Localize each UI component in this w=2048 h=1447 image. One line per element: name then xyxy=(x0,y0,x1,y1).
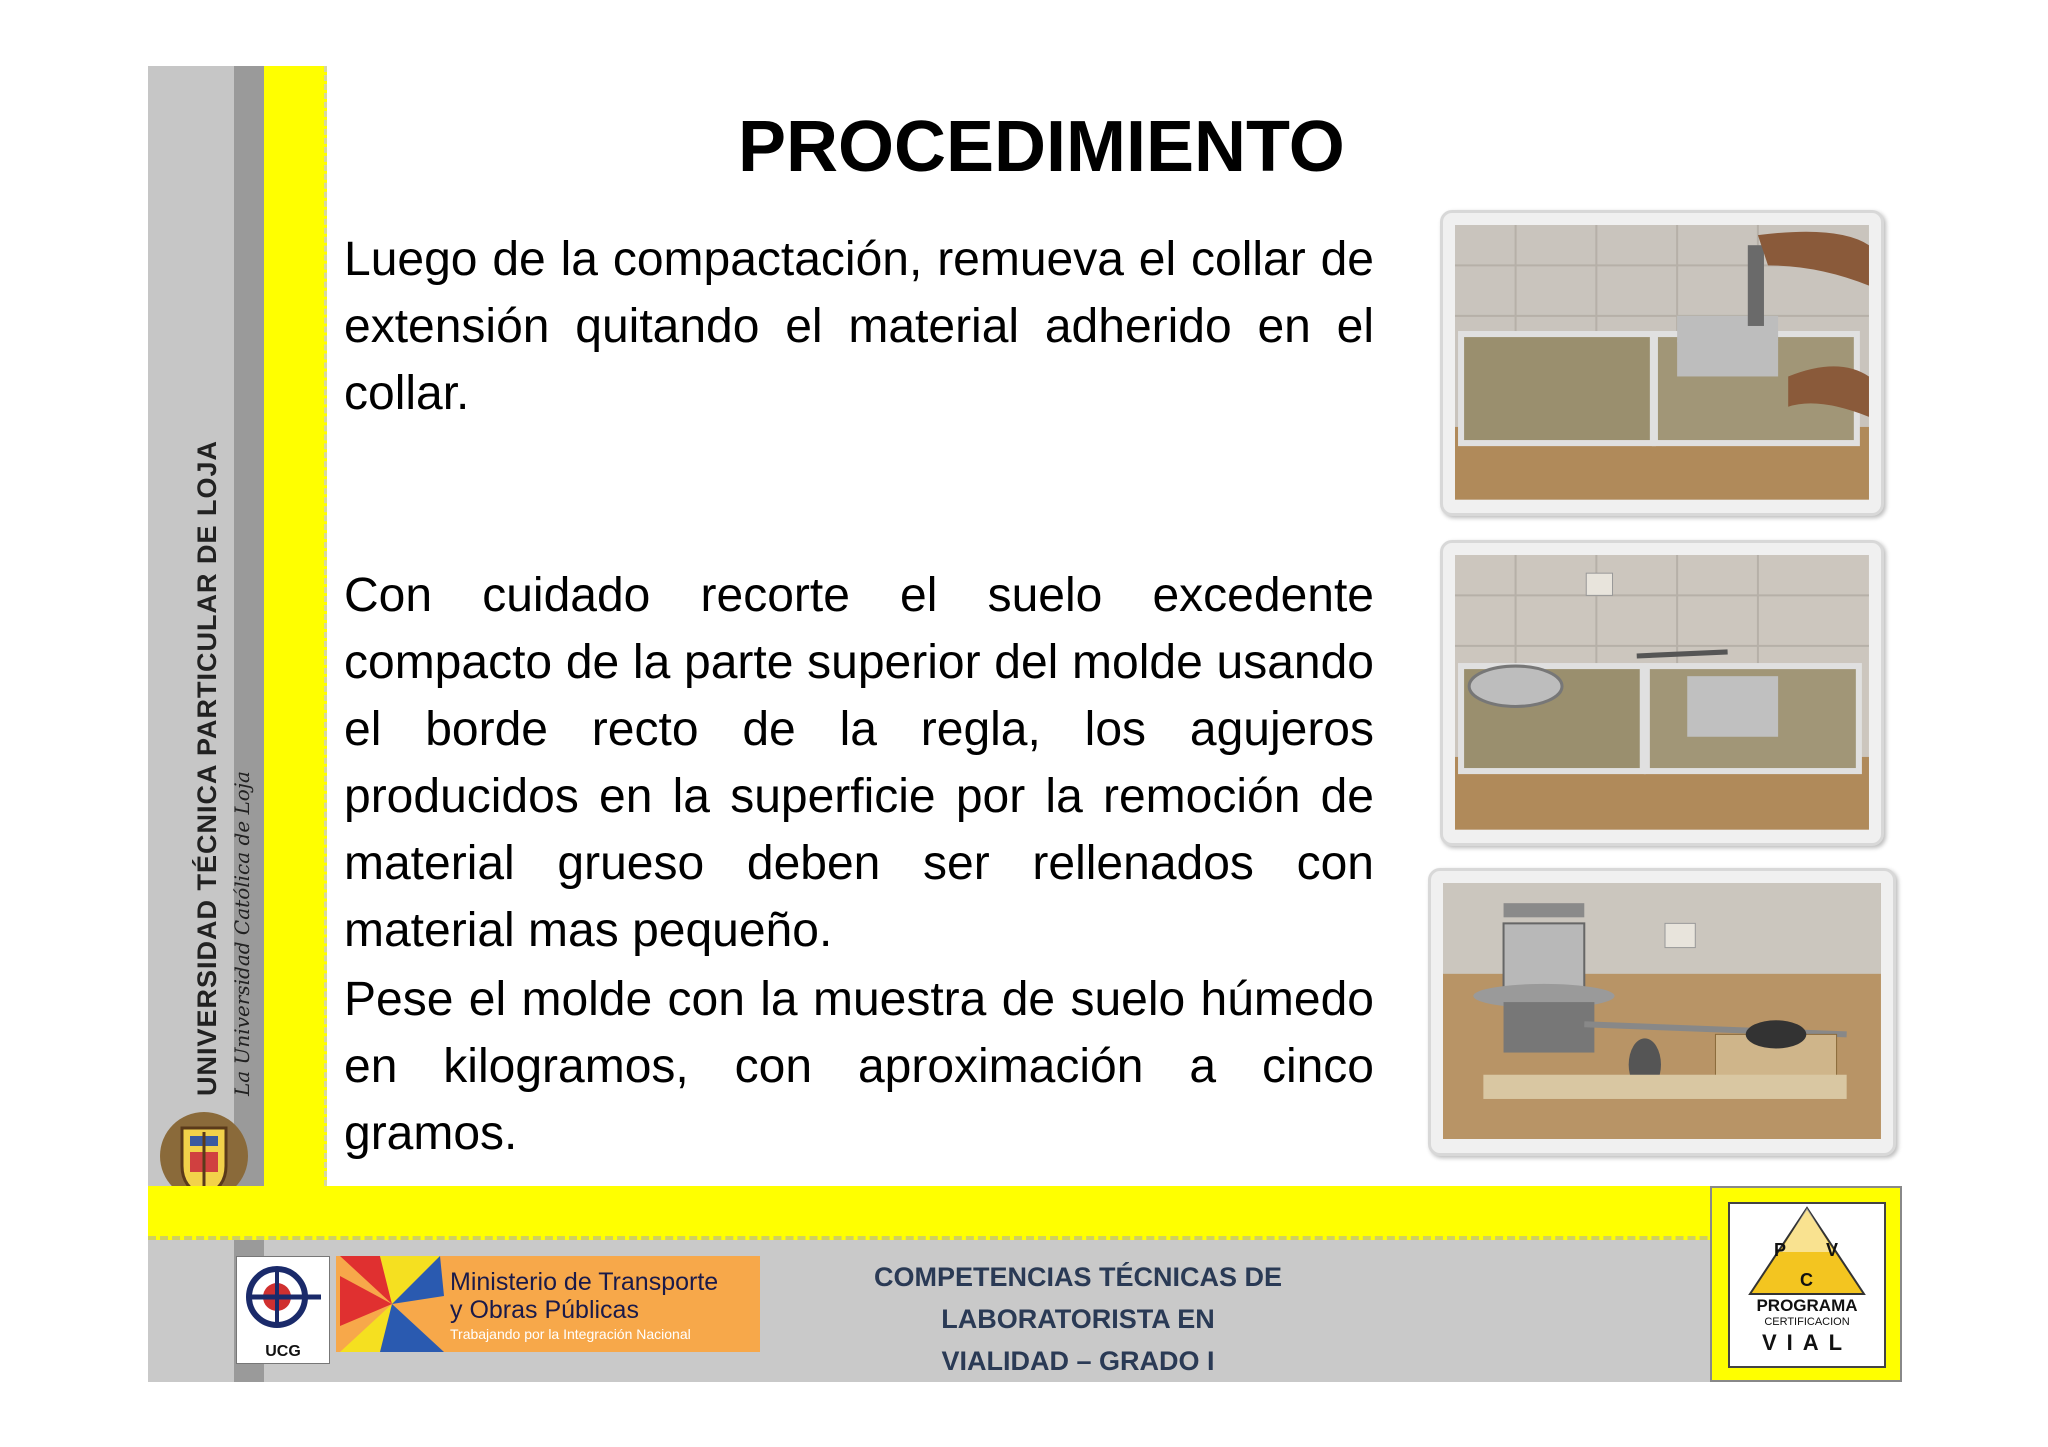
ministry-logo xyxy=(336,1256,760,1352)
program-line-2: CERTIFICACION xyxy=(1764,1316,1850,1328)
slide-title: PROCEDIMIENTO xyxy=(738,107,1345,187)
program-line-3: VIAL xyxy=(1761,1330,1853,1355)
slide xyxy=(148,66,1900,1382)
course-title xyxy=(788,1256,1368,1382)
photo-collar-removal xyxy=(1440,210,1884,516)
course-title-line-2: VIALIDAD – GRADO I xyxy=(941,1346,1215,1376)
paragraph-weigh: Pese el molde con la muestra de suelo húmedo en kilogramos, con aproximación a cinco gramos. xyxy=(344,973,1374,1160)
photo-weighing-scale xyxy=(1428,868,1896,1156)
photo-image xyxy=(1455,225,1869,500)
ucg-emblem-icon xyxy=(237,1257,329,1337)
program-letter-c: C xyxy=(1800,1270,1813,1290)
photo-image xyxy=(1443,883,1881,1139)
photo-image xyxy=(1455,555,1869,830)
paragraph-trim: Con cuidado recorte el suelo excedente compacto de la parte superior del molde usando el borde recto de la regla, los agujeros producidos en la superficie por la remoción de material grueso deben ser rellenados con material mas pequeño. xyxy=(344,569,1374,957)
photo-trim-excess xyxy=(1440,540,1884,846)
sidebar-yellow-stripe xyxy=(264,66,327,1186)
program-logo-inner xyxy=(1728,1202,1886,1368)
ministry-line-1: Ministerio de Transporte xyxy=(450,1268,719,1296)
program-letter-v: V xyxy=(1826,1240,1839,1260)
ucg-label: UCG xyxy=(265,1343,301,1360)
program-line-1: PROGRAMA xyxy=(1756,1296,1858,1315)
ministry-emblem-icon xyxy=(340,1256,444,1352)
university-tagline: La Universidad Católica de Loja xyxy=(230,771,254,1096)
footer-stripe xyxy=(148,1186,1900,1240)
paragraph-collar: Luego de la compactación, remueva el collar de extensión quitando el material adherido en el collar. xyxy=(344,233,1374,420)
program-logo xyxy=(1710,1186,1902,1382)
ucg-logo xyxy=(236,1256,330,1364)
university-name: UNIVERSIDAD TÉCNICA PARTICULAR DE LOJA xyxy=(192,439,222,1096)
ministry-tagline: Trabajando por la Integración Nacional xyxy=(450,1326,691,1342)
program-letter-p: P xyxy=(1774,1240,1787,1260)
ministry-line-2: y Obras Públicas xyxy=(450,1296,639,1324)
course-title-line-1: COMPETENCIAS TÉCNICAS DE LABORATORISTA EN xyxy=(873,1262,1283,1334)
